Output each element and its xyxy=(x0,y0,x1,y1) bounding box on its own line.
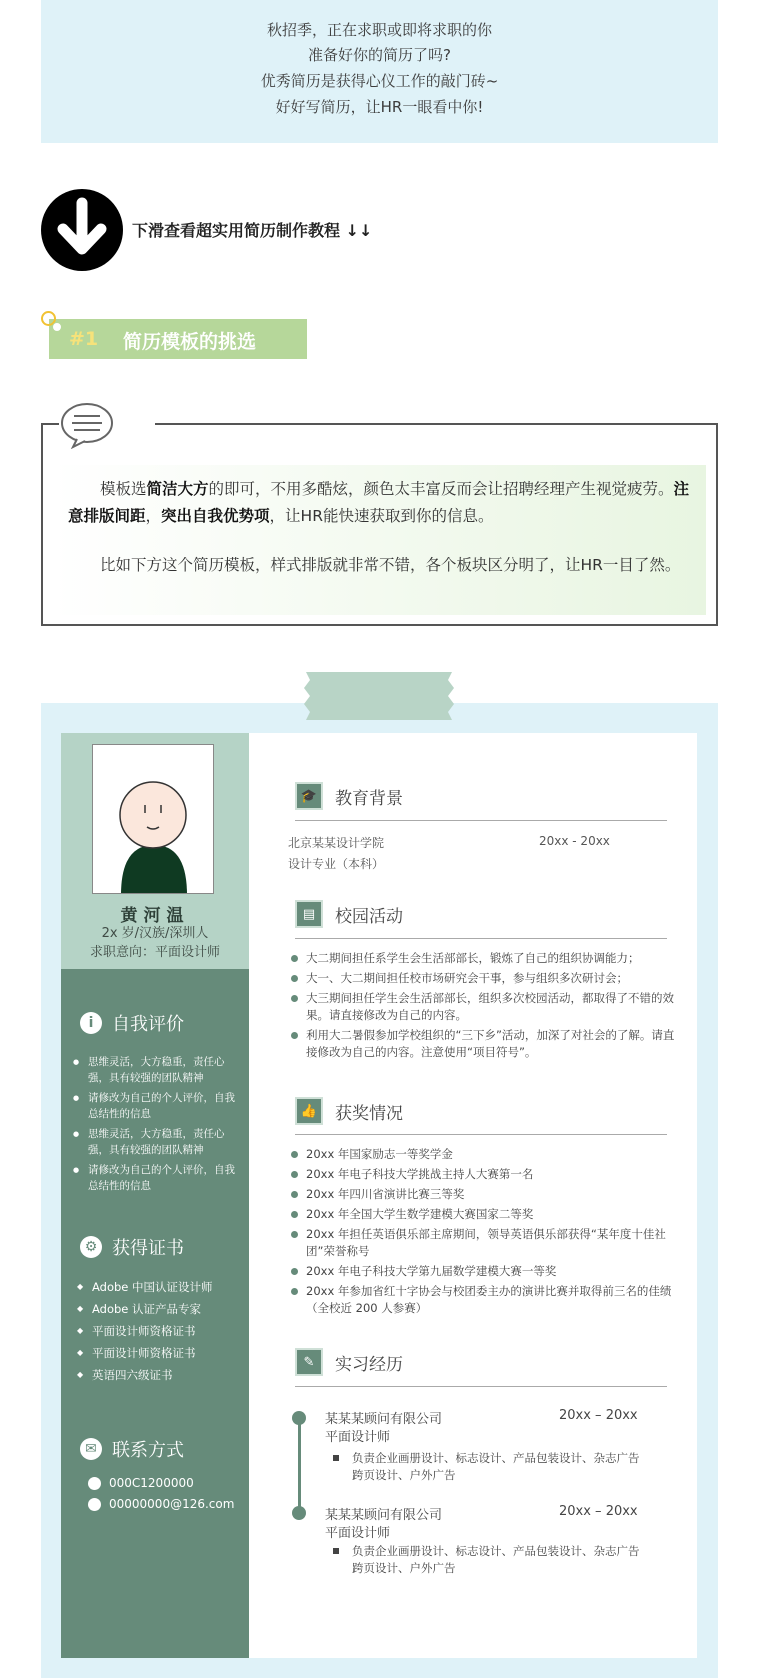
list-item: ◆ 平面设计师资格证书 xyxy=(76,1324,246,1338)
tip-paragraph-1 xyxy=(68,476,696,530)
edit-icon: ✎ xyxy=(295,1348,323,1376)
contact-phone xyxy=(88,1476,194,1490)
contact-heading xyxy=(80,1436,184,1462)
section-number: #1 xyxy=(69,328,99,350)
awards-list xyxy=(290,1146,680,1320)
job-desc: 负责企业画册设计、标志设计、产品包装设计、杂志广告跨页设计、户外广告 xyxy=(352,1451,640,1482)
list-item: 利用大二暑假参加学校组织的“三下乡”活动，加深了对社会的了解。请直接修改为自己的内容。注意使用“项目符号”。 xyxy=(290,1027,680,1061)
list-item: 20xx 年全国大学生数学建模大赛国家二等奖 xyxy=(290,1206,680,1223)
timeline-dot xyxy=(292,1506,306,1520)
list-item: 大二期间担任系学生会生活部部长，锻炼了自己的组织协调能力； xyxy=(290,950,680,967)
divider xyxy=(295,820,667,821)
emphasis: 突出自我优势项 xyxy=(161,507,270,525)
intro-line: 好好写简历，让HR一眼看中你! xyxy=(275,98,484,116)
down-arrow-icon xyxy=(41,189,123,271)
list-item: 大三期间担任学生会生活部部长，组织多次校园活动，都取得了不错的效果。请直接修改为自己的内容。 xyxy=(290,990,680,1024)
list-item: 20xx 年四川省演讲比赛三等奖 xyxy=(290,1186,680,1203)
bullet-square xyxy=(333,1455,339,1461)
section-header xyxy=(49,319,307,359)
heading-text: 联系方式 xyxy=(112,1440,184,1461)
campus-heading xyxy=(295,900,403,928)
school: 北京某某设计学院 xyxy=(288,836,385,850)
chat-icon: ✉ xyxy=(80,1438,102,1460)
list-item: 20xx 年电子科技大学挑战主持人大赛第一名 xyxy=(290,1166,680,1183)
graduation-cap-icon: 🎓 xyxy=(295,782,323,810)
emphasis: 简洁大方 xyxy=(146,480,209,498)
timeline-line xyxy=(298,1418,301,1513)
list-item: ● 请修改为自己的个人评价，自我总结性的信息 xyxy=(72,1162,242,1194)
bullet-square xyxy=(333,1548,339,1554)
email-icon xyxy=(88,1498,101,1511)
list-item: 20xx 年担任英语俱乐部主席期间，领导英语俱乐部获得“某年度十佳社团”荣誉称号 xyxy=(290,1226,680,1260)
heading-text: 获得证书 xyxy=(112,1238,184,1259)
certs-heading xyxy=(80,1234,184,1260)
job-company: 某某某顾问有限公司 xyxy=(325,1412,443,1427)
emphasis: 注意排版间距 xyxy=(68,480,690,525)
tip-paragraph-2: 比如下方这个简历模板，样式排版就非常不错，各个板块区分明了，让HR一目了然。 xyxy=(100,556,681,574)
major: 设计专业（本科） xyxy=(288,857,385,871)
heading-text: 教育背景 xyxy=(335,788,403,809)
scroll-hint: 下滑查看超实用简历制作教程 ↓↓ xyxy=(132,221,373,240)
intro-line: 准备好你的简历了吗? xyxy=(308,46,451,64)
phone-icon xyxy=(88,1477,101,1490)
job-dates: 20xx – 20xx xyxy=(559,1504,638,1519)
document-icon: ▤ xyxy=(295,900,323,928)
list-item: 20xx 年国家励志一等奖学金 xyxy=(290,1146,680,1163)
resume-intent: 求职意向：平面设计师 xyxy=(89,945,220,960)
job-role: 平面设计师 xyxy=(325,1526,391,1541)
text: 模板选 xyxy=(100,480,147,498)
text: ，让HR能快速获取到你的信息。 xyxy=(269,507,494,525)
self-eval-list xyxy=(72,1054,242,1198)
job-company: 某某某顾问有限公司 xyxy=(325,1508,443,1523)
divider xyxy=(295,938,667,939)
intro-banner xyxy=(41,0,718,143)
contact-text: 00000000@126.com xyxy=(109,1497,235,1511)
list-item: ◆ 英语四六级证书 xyxy=(76,1368,246,1382)
contact-text: 000C1200000 xyxy=(109,1476,194,1490)
gear-icon: ⚙ xyxy=(80,1236,102,1258)
heading-text: 实习经历 xyxy=(335,1354,403,1375)
campus-list xyxy=(290,950,680,1064)
info-icon: i xyxy=(80,1012,102,1034)
internship-heading xyxy=(295,1348,403,1376)
certs-list xyxy=(76,1280,246,1390)
list-item: ◆ Adobe 认证产品专家 xyxy=(76,1302,246,1316)
list-item: 20xx 年参加省红十字协会与校团委主办的演讲比赛并取得前三名的佳绩（全校近 200 人参赛） xyxy=(290,1283,680,1317)
heading-text: 自我评价 xyxy=(112,1014,184,1035)
thumbs-up-icon: 👍 xyxy=(295,1097,323,1125)
tape-decoration xyxy=(302,672,456,720)
school-years: 20xx - 20xx xyxy=(539,834,610,848)
intro-line: 优秀简历是获得心仪工作的敲门砖~ xyxy=(260,72,499,90)
job-desc: 负责企业画册设计、标志设计、产品包装设计、杂志广告跨页设计、户外广告 xyxy=(352,1544,640,1575)
intro-line: 秋招季，正在求职或即将求职的你 xyxy=(266,21,492,39)
decor-dot-icon xyxy=(52,322,62,332)
tip-box xyxy=(41,423,718,626)
heading-text: 校园活动 xyxy=(335,906,403,927)
list-item: ● 思维灵活，大方稳重，责任心强，具有较强的团队精神 xyxy=(72,1054,242,1086)
contact-email xyxy=(88,1497,234,1511)
resume-name: 黄河温 xyxy=(120,906,190,926)
education-heading xyxy=(295,782,403,810)
job-role: 平面设计师 xyxy=(325,1430,391,1445)
list-item: ◆ Adobe 中国认证设计师 xyxy=(76,1280,246,1294)
heading-text: 获奖情况 xyxy=(335,1103,403,1124)
list-item: ◆ 平面设计师资格证书 xyxy=(76,1346,246,1360)
list-item: ● 思维灵活，大方稳重，责任心强，具有较强的团队精神 xyxy=(72,1126,242,1158)
awards-heading xyxy=(295,1097,403,1125)
divider xyxy=(295,1134,667,1135)
list-item: ● 请修改为自己的个人评价，自我总结性的信息 xyxy=(72,1090,242,1122)
avatar xyxy=(92,744,214,894)
timeline-dot xyxy=(292,1411,306,1425)
text: ， xyxy=(145,507,162,525)
job-dates: 20xx – 20xx xyxy=(559,1408,638,1423)
section-title: 简历模板的挑选 xyxy=(123,331,257,353)
list-item: 20xx 年电子科技大学第九届数学建模大赛一等奖 xyxy=(290,1263,680,1280)
self-eval-heading xyxy=(80,1010,184,1036)
list-item: 大一、大二期间担任校市场研究会干事，参与组织多次研讨会； xyxy=(290,970,680,987)
resume-info: 2x 岁/汉族/深圳人 xyxy=(101,926,209,941)
speech-bubble-icon xyxy=(59,401,115,449)
text: 的即可，不用多酷炫，颜色太丰富反而会让招聘经理产生视觉疲劳。 xyxy=(208,480,674,498)
divider xyxy=(295,1386,667,1387)
